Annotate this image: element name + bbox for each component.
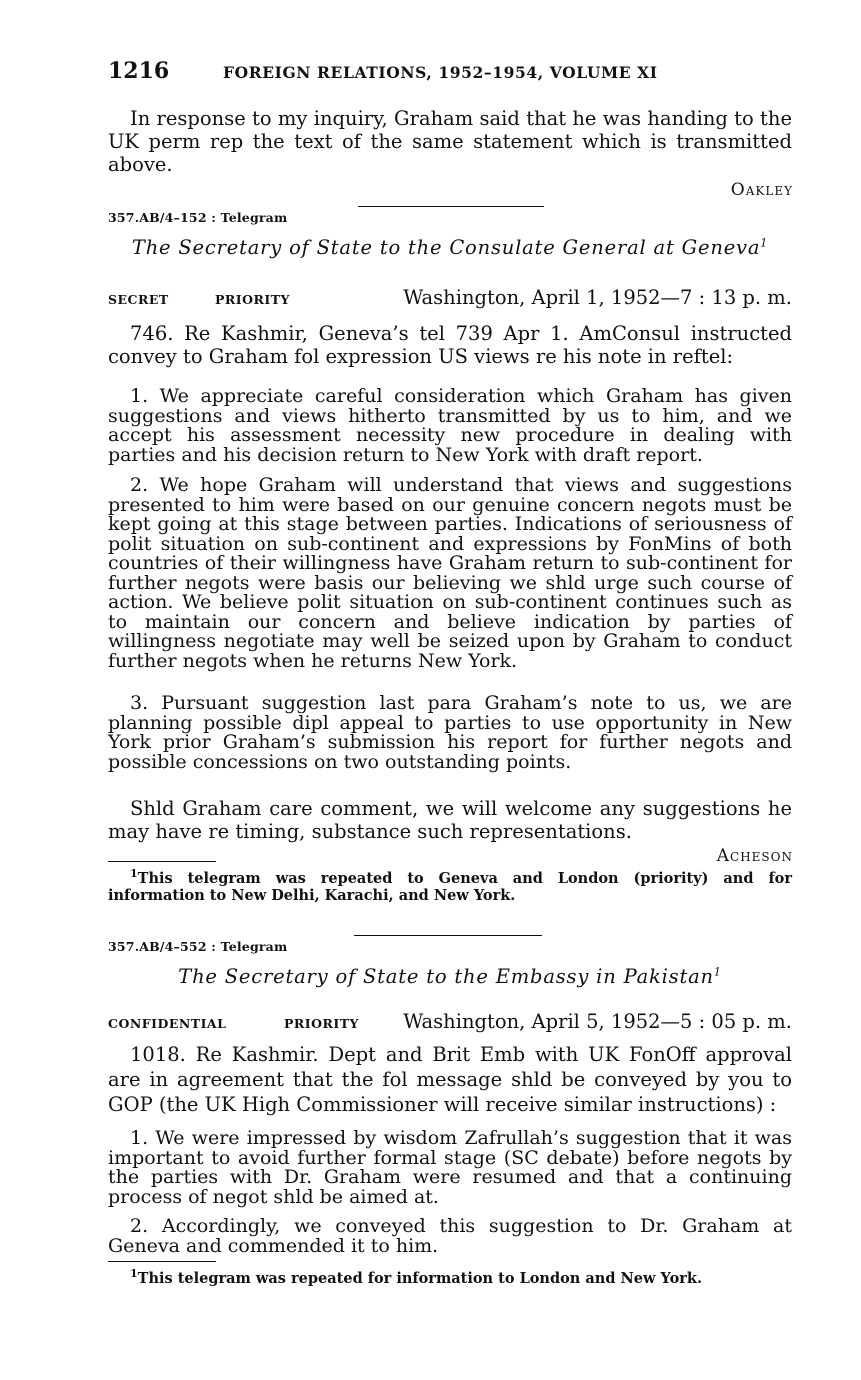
signature-acheson: Acheson (716, 846, 793, 866)
section-divider (354, 935, 542, 936)
page-number: 1216 (108, 58, 170, 84)
doc2-classification-line (108, 1010, 792, 1036)
doc1-classification: SECRET (108, 292, 169, 307)
doc2-footnote-number: 1 (130, 1267, 138, 1281)
doc2-heading (108, 965, 792, 988)
doc2-footnote-mark: 1 (713, 965, 722, 979)
doc1-footnote-text: This telegram was repeated to Geneva and London (priority) and for information to New Delhi, Karachi, and New York. (108, 870, 792, 904)
doc2-heading-text: The Secretary of State to the Embassy in Pakistan (178, 965, 714, 988)
doc1-closing: Shld Graham care comment, we will welcome any suggestions he may have re timing, substance such representations. (108, 797, 792, 843)
running-title: FOREIGN RELATIONS, 1952–1954, VOLUME XI (223, 63, 658, 82)
doc2-point-2: 2. Accordingly, we conveyed this suggestion to Dr. Graham at Geneva and commended it to him. (108, 1215, 792, 1257)
doc1-file-ref: 357.AB/4–152 : Telegram (108, 210, 288, 225)
doc1-point-1: 1. We appreciate careful consideration which Graham has given suggestions and views hitherto transmitted by us to him, and we accept his assessment necessity new procedure in dealing with parties and his decision return to New York with draft report. (108, 385, 792, 466)
doc2-footnote-text: This telegram was repeated for information to London and New York. (137, 1270, 703, 1287)
doc1-footnote-mark: 1 (760, 236, 769, 250)
doc2-footnote (108, 1267, 792, 1287)
footnote-rule (108, 861, 216, 862)
doc1-heading-text: The Secretary of State to the Consulate General at Geneva (131, 236, 761, 259)
doc2-opening: 1018. Re Kashmir. Dept and Brit Emb with UK FonOff approval are in agreement that the fol message shld be conveyed by you to GOP (the UK High Commissioner will receive similar instructions) : (108, 1043, 792, 1116)
doc2-place-date: Washington, April 5, 1952—5 : 05 p. m. (403, 1010, 792, 1033)
signature-oakley: Oakley (730, 180, 793, 200)
doc1-opening: 746. Re Kashmir, Geneva’s tel 739 Apr 1. AmConsul instructed convey to Graham fol expression US views re his note in reftel: (108, 322, 792, 368)
doc2-classification: CONFIDENTIAL (108, 1016, 227, 1031)
intro-paragraph: In response to my inquiry, Graham said that he was handing to the UK perm rep the text of the same statement which is transmitted above. (108, 107, 792, 176)
footnote-rule (108, 1261, 216, 1262)
doc1-point-2: 2. We hope Graham will understand that views and suggestions presented to him were based on our genuine concern negots must be kept going at this stage between parties. Indications of seriousness of polit situation on sub-continent and expressions by FonMins of both countries of their willingness have Graham return to sub-continent for further negots were basis our believing we shld urge such course of action. We believe polit situation on sub-continent continues such as to maintain our concern and believe indication by parties of willingness negotiate may well be seized upon by Graham to conduct further negots when he returns New York. (108, 474, 792, 672)
doc1-heading (108, 236, 792, 259)
doc1-point-3: 3. Pursuant suggestion last para Graham’s note to us, we are planning possible dipl appeal to parties to use opportunity in New York prior Graham’s submission his report for further negots and possible concessions on two outstanding points. (108, 692, 792, 773)
doc2-precedence: PRIORITY (284, 1016, 359, 1031)
doc1-classification-line (108, 286, 792, 312)
doc2-point-1: 1. We were impressed by wisdom Zafrullah’s suggestion that it was important to avoid further formal stage (SC debate) before negots by the parties with Dr. Graham were resumed and that a continuing process of negot shld be aimed at. (108, 1127, 792, 1208)
doc2-file-ref: 357.AB/4–552 : Telegram (108, 939, 288, 954)
doc1-footnote-number: 1 (130, 867, 138, 881)
section-divider (358, 206, 544, 207)
doc1-place-date: Washington, April 1, 1952—7 : 13 p. m. (403, 286, 792, 309)
doc1-footnote (108, 867, 792, 904)
doc1-precedence: PRIORITY (215, 292, 290, 307)
